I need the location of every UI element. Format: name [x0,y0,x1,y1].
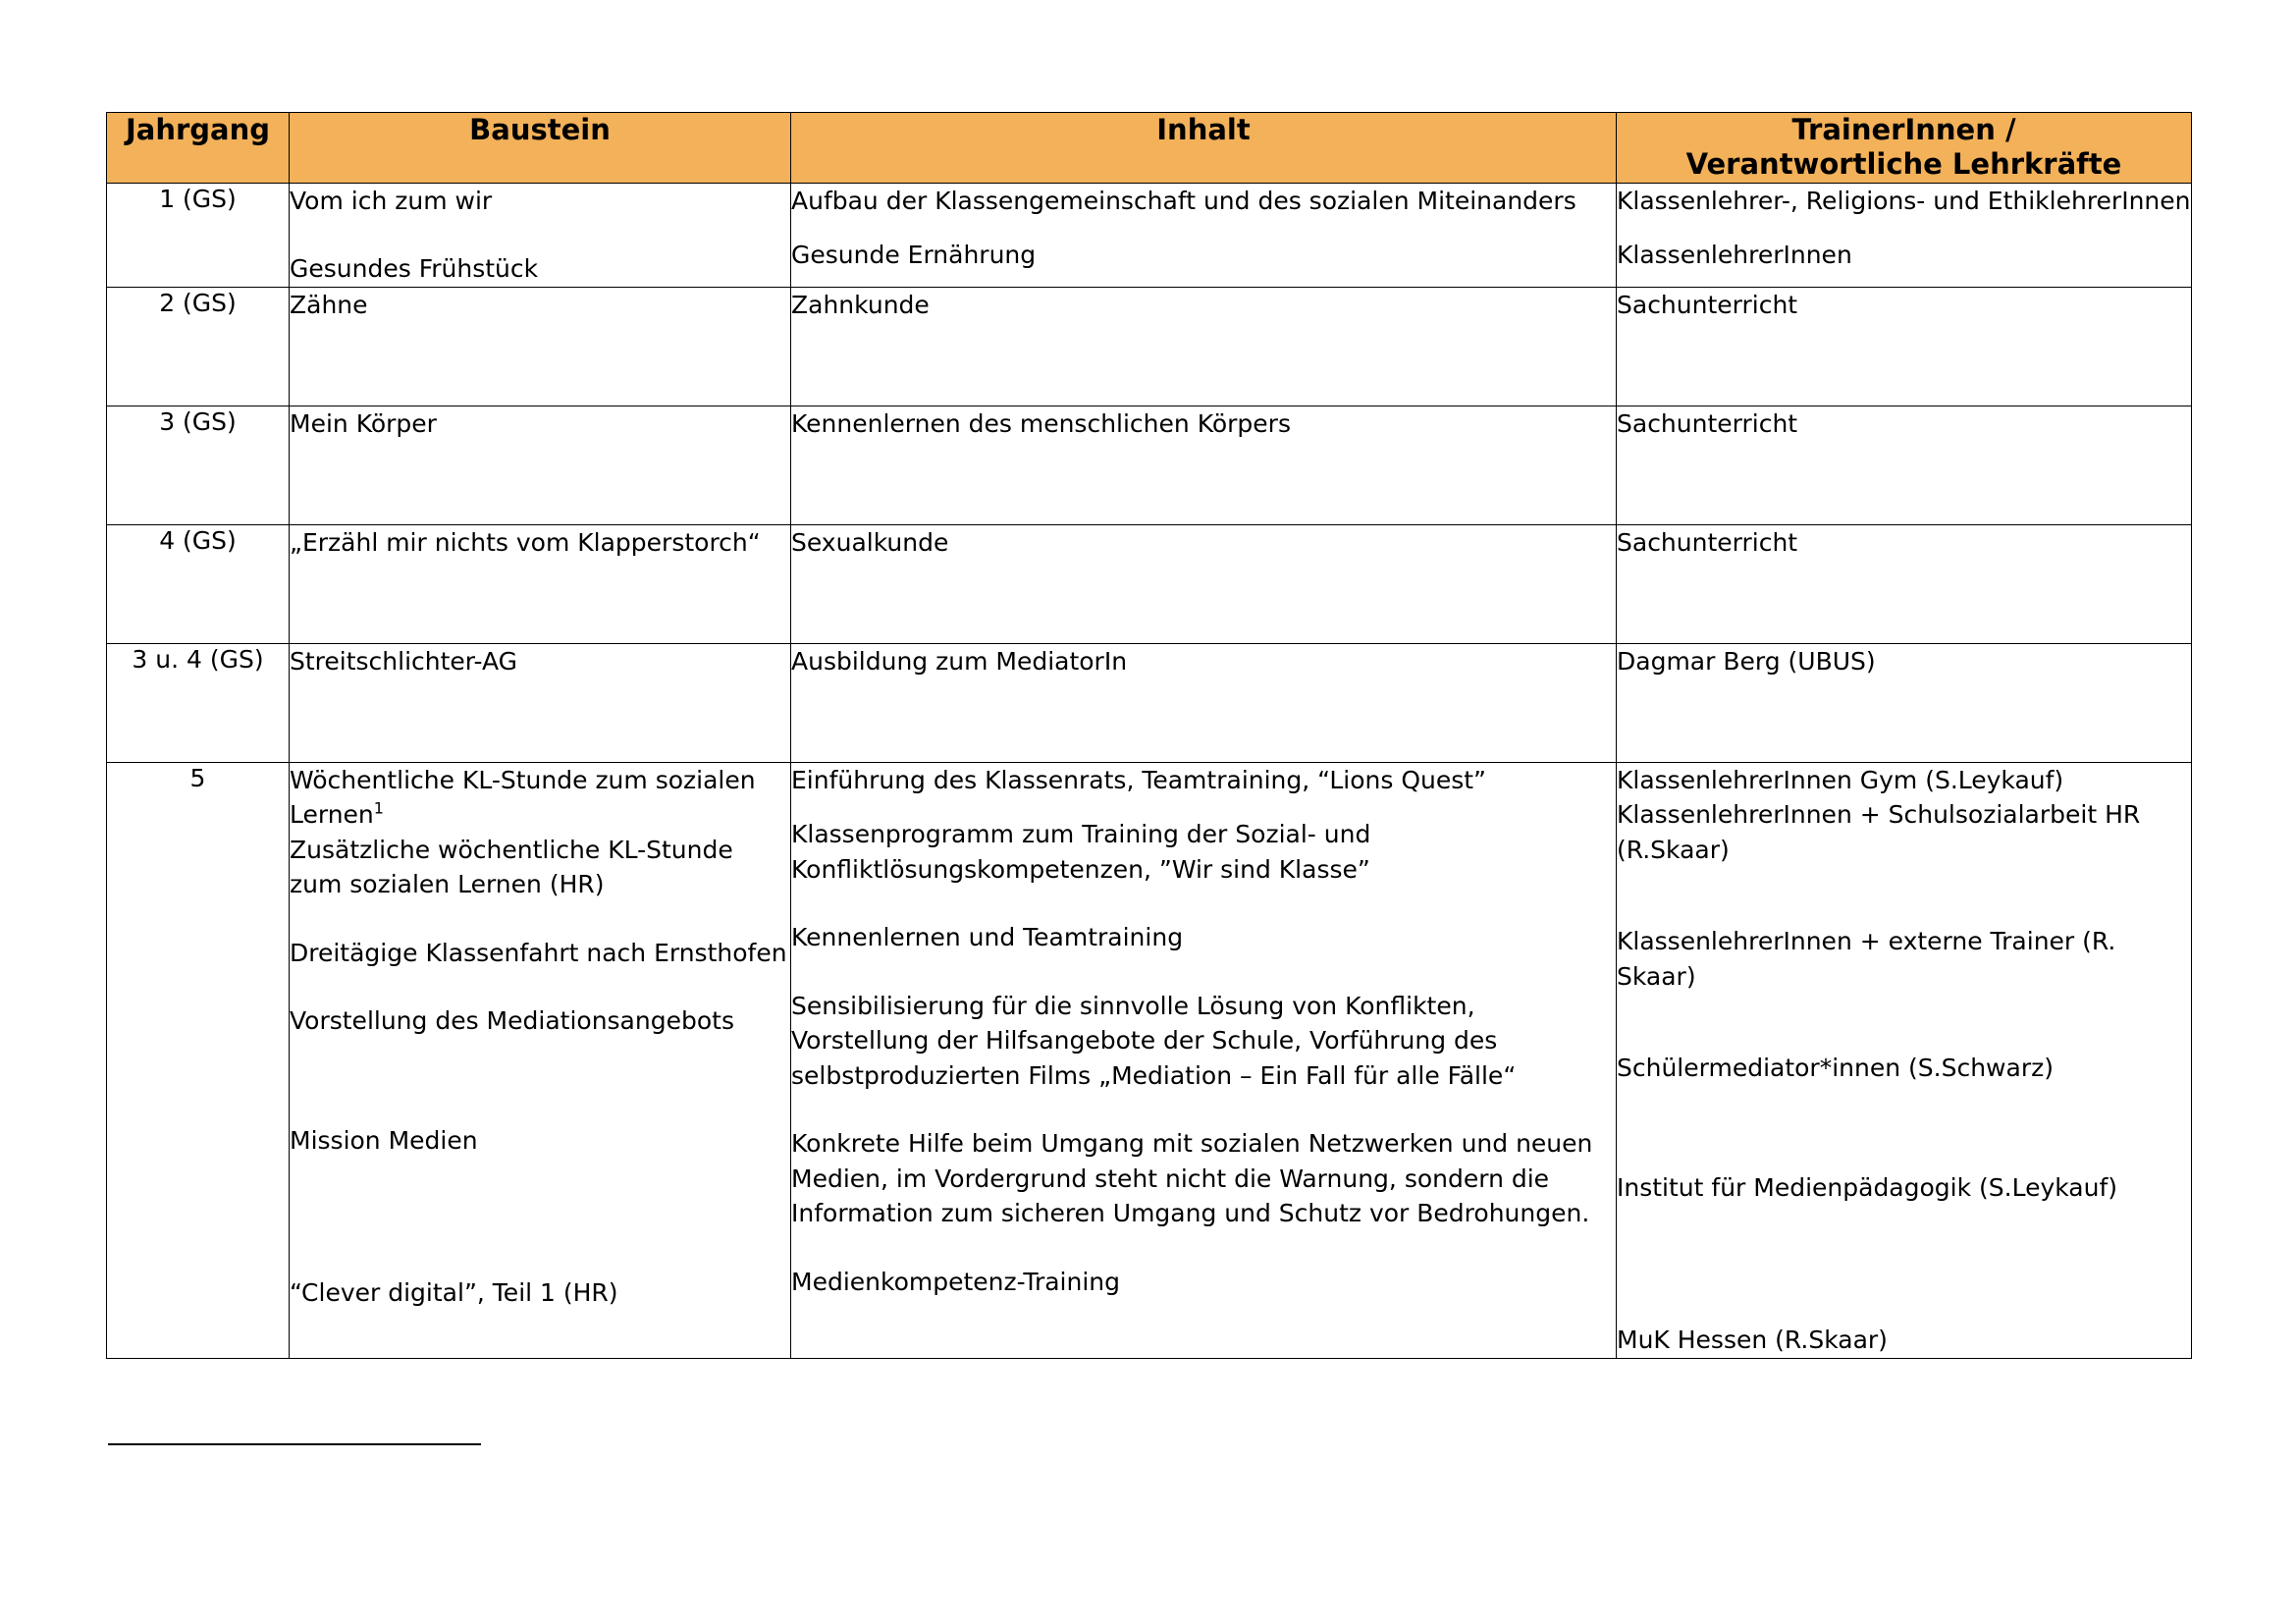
baustein-item: Mission Medien [290,1125,478,1155]
table-header-row [107,113,2192,184]
table-row [107,643,2192,762]
baustein-item: Streitschlichter-AG [290,646,517,676]
baustein-item: Vom ich zum wir [290,186,493,215]
table-header [107,113,2192,184]
cell-jahrgang: 2 (GS) [107,287,290,406]
column-header-inhalt: Inhalt [791,113,1617,184]
baustein-item: Gesundes Frühstück [290,254,539,284]
cell-jahrgang: 1 (GS) [107,183,290,287]
cell-trainer [1617,643,2192,762]
inhalt-item: Konkrete Hilfe beim Umgang mit sozialen Netzwerken und neuen Medien, im Vordergrund steht nicht die Warnung, sondern die Information zum sicheren Umgang und Schutz vor Bedrohungen. [791,1129,1593,1228]
cell-trainer [1617,524,2192,643]
column-header-trainer-line2: Verantwortliche Lehrkräfte [1685,147,2122,182]
baustein-item: Mein Körper [290,408,437,438]
cell-trainer [1617,762,2192,1358]
cell-inhalt [791,524,1617,643]
inhalt-item: Zahnkunde [791,290,930,319]
baustein-item-text: Wöchentliche KL-Stunde zum sozialen Lernen [290,765,756,830]
cell-baustein [290,524,791,643]
trainer-item: MuK Hessen (R.Skaar) [1617,1326,1888,1355]
trainer-item: KlassenlehrerInnen + externe Trainer (R. Skaar) [1617,927,2116,991]
footnote-separator [108,1443,481,1445]
trainer-item: KlassenlehrerInnen [1617,241,1852,270]
inhalt-item: Kennenlernen des menschlichen Körpers [791,408,1291,438]
trainer-item: Klassenlehrer-, Religions- und EthiklehrerInnen [1617,186,2191,215]
inhalt-item: Medienkompetenz-Training [791,1267,1120,1296]
trainer-item: Schülermediator*innen (S.Schwarz) [1617,1054,2054,1083]
table-row [107,406,2192,524]
cell-jahrgang: 3 u. 4 (GS) [107,643,290,762]
table-row [107,524,2192,643]
cell-baustein [290,406,791,524]
cell-inhalt [791,183,1617,287]
table-row [107,762,2192,1358]
cell-baustein [290,643,791,762]
cell-inhalt [791,287,1617,406]
cell-baustein [290,762,791,1358]
inhalt-item: Klassenprogramm zum Training der Sozial- und Konfliktlösungskompetenzen, ”Wir sind Klasse” [791,820,1371,884]
footnote-marker: 1 [373,798,384,818]
inhalt-item: Ausbildung zum MediatorIn [791,646,1128,676]
trainer-item: Sachunterricht [1617,408,1798,438]
inhalt-item: Gesunde Ernährung [791,241,1037,270]
table-body [107,183,2192,1358]
trainer-item: KlassenlehrerInnen Gym (S.Leykauf) [1617,765,2064,794]
column-header-jahrgang: Jahrgang [107,113,290,184]
trainer-item: KlassenlehrerInnen + Schulsozialarbeit HR (R.Skaar) [1617,800,2141,864]
column-header-baustein: Baustein [290,113,791,184]
cell-inhalt [791,643,1617,762]
baustein-item: “Clever digital”, Teil 1 (HR) [290,1278,618,1308]
column-header-trainer [1617,113,2192,184]
cell-trainer [1617,183,2192,287]
table-row [107,287,2192,406]
baustein-item: Zähne [290,290,368,319]
cell-baustein [290,183,791,287]
table-row [107,183,2192,287]
cell-baustein [290,287,791,406]
baustein-item: Dreitägige Klassenfahrt nach Ernsthofen [290,938,787,967]
trainer-item: Dagmar Berg (UBUS) [1617,646,1876,676]
column-header-trainer-line1: TrainerInnen / [1791,113,2016,146]
inhalt-item: Sexualkunde [791,527,949,557]
sozialcurriculum-table [106,112,2192,1359]
cell-jahrgang: 4 (GS) [107,524,290,643]
inhalt-item: Einführung des Klassenrats, Teamtraining, “Lions Quest” [791,765,1487,794]
cell-jahrgang: 3 (GS) [107,406,290,524]
inhalt-item: Kennenlernen und Teamtraining [791,923,1184,952]
inhalt-item: Aufbau der Klassengemeinschaft und des sozialen Miteinanders [791,186,1576,215]
trainer-item: Sachunterricht [1617,290,1798,319]
baustein-item: „Erzähl mir nichts vom Klapperstorch“ [290,527,761,557]
cell-inhalt [791,406,1617,524]
trainer-item: Sachunterricht [1617,527,1798,557]
cell-trainer [1617,406,2192,524]
cell-trainer [1617,287,2192,406]
baustein-item [290,763,790,833]
baustein-item: Zusätzliche wöchentliche KL-Stunde zum sozialen Lernen (HR) [290,835,733,899]
cell-inhalt [791,762,1617,1358]
inhalt-item: Sensibilisierung für die sinnvolle Lösung von Konflikten, Vorstellung der Hilfsangebote der Schule, Vorführung des selbstproduzierten Films „Mediation – Ein Fall für alle Fälle“ [791,991,1517,1090]
trainer-item: Institut für Medienpädagogik (S.Leykauf) [1617,1172,2118,1202]
cell-jahrgang: 5 [107,762,290,1358]
baustein-item: Vorstellung des Mediationsangebots [290,1006,734,1036]
